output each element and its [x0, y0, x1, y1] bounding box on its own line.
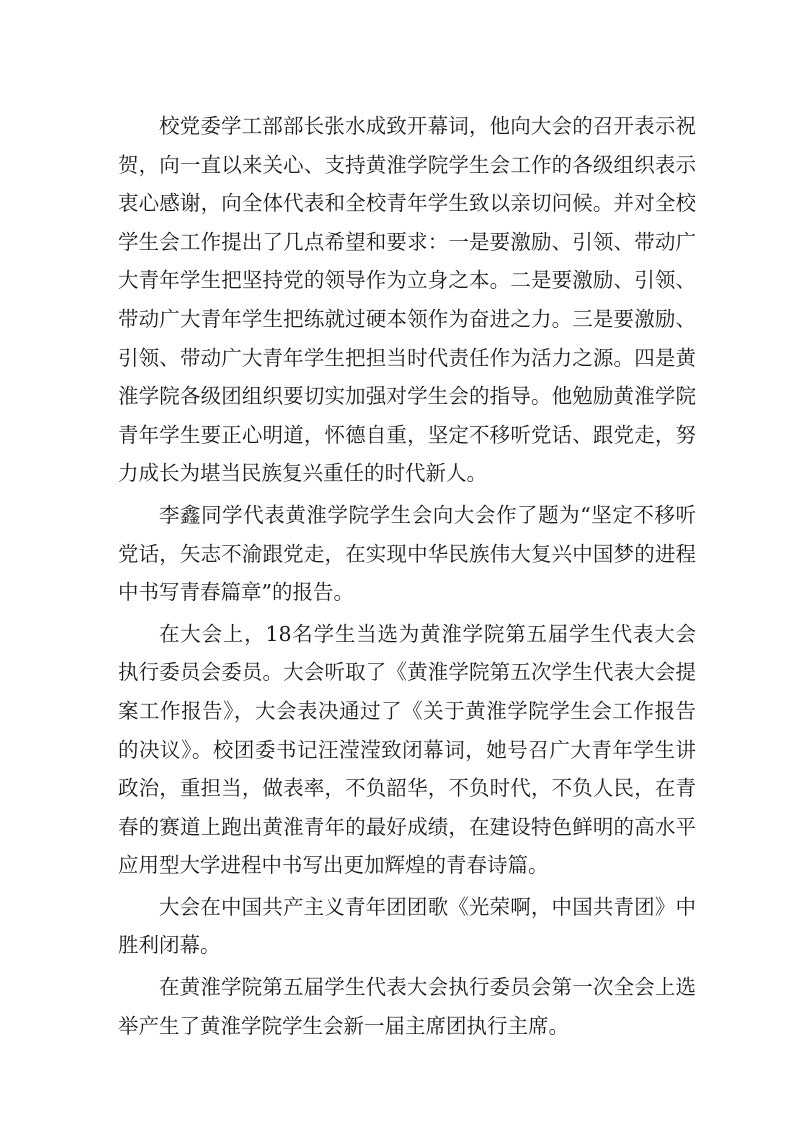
paragraph-opening-speech: 校党委学工部部长张水成致开幕词，他向大会的召开表示祝贺，向一直以来关心、支持黄淮学院学生会工作的各级组织表示衷心感谢，向全体代表和全校青年学生致以亲切问候。并对全校学生会工作提出了几点希望和要求：一是要激励、引领、带动广大青年学生把坚持党的领导作为立身之本。二是要激励、引领、带动广大青年学生把练就过硬本领作为奋进之力。三是要激励、引领、带动广大青年学生把担当时代责任作为活力之源。四是黄淮学院各级团组织要切实加强对学生会的指导。他勉励黄淮学院青年学生要正心明道，怀德自重，坚定不移听党话、跟党走，努力成长为堪当民族复兴重任的时代新人。: [118, 114, 696, 486]
paragraph-report: 李鑫同学代表黄淮学院学生会向大会作了题为“坚定不移听党话，矢志不渝跟党走，在实现中华民族伟大复兴中国梦的进程中书写青春篇章”的报告。: [118, 502, 696, 605]
paragraph-election: 在大会上，18名学生当选为黄淮学院第五届学生代表大会执行委员会委员。大会听取了《黄淮学院第五次学生代表大会提案工作报告》，大会表决通过了《关于黄淮学院学生会工作报告的决议》。校团委书记汪滢滢致闭幕词，她号召广大青年学生讲政治，重担当，做表率，不负韶华，不负时代，不负人民，在青春的赛道上跑出黄淮青年的最好成绩，在建设特色鲜明的高水平应用型大学进程中书写出更加辉煌的青春诗篇。: [118, 621, 696, 878]
paragraph-chairman: 在黄淮学院第五届学生代表大会执行委员会第一次全会上选举产生了黄淮学院学生会新一届主席团执行主席。: [118, 975, 696, 1038]
paragraph-closing: 大会在中国共产主义青年团团歌《光荣啊，中国共青团》中胜利闭幕。: [118, 894, 696, 958]
document-body: [118, 107, 696, 1045]
